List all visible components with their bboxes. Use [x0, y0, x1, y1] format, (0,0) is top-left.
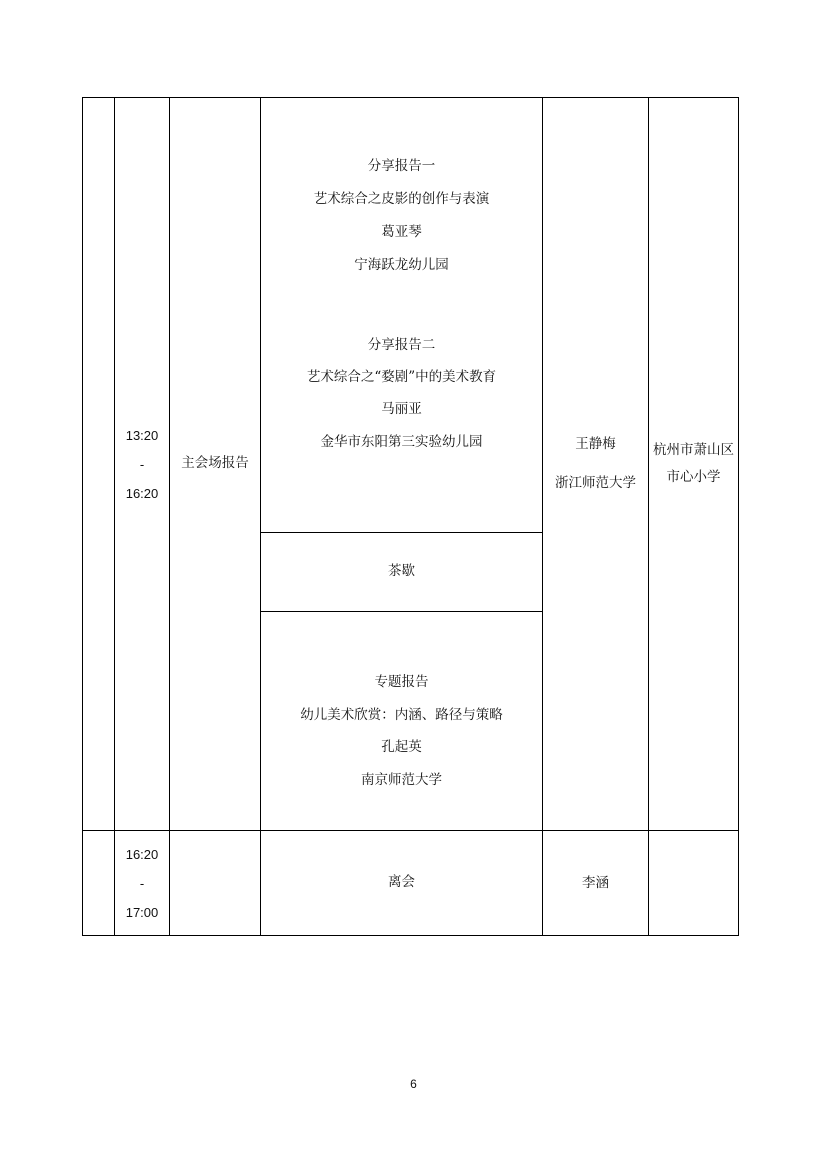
time-start: 16:20 [125, 846, 159, 862]
column-divider [82, 97, 83, 936]
keynote-title: 专题报告 [374, 674, 429, 690]
time-start: 13:20 [125, 427, 159, 443]
talk-org: 金华市东阳第三实验幼儿园 [320, 434, 483, 450]
session-label: 主会场报告 [181, 455, 249, 472]
keynote-topic: 幼儿美术欣赏：内涵、路径与策略 [300, 707, 503, 723]
activity-label: 离会 [388, 874, 415, 891]
break-cell [261, 533, 542, 611]
break-label: 茶歇 [388, 563, 415, 580]
table-border-right [738, 97, 739, 936]
keynote-org: 南京师范大学 [361, 772, 442, 788]
page-number: 6 [410, 1077, 417, 1091]
table-border-bottom [82, 935, 739, 936]
host-name: 王静梅 [575, 435, 616, 452]
host-name: 李涵 [582, 875, 609, 891]
host-org: 浙江师范大学 [555, 475, 636, 491]
talk-org: 宁海跃龙幼儿园 [354, 257, 449, 273]
host-cell [543, 831, 648, 935]
talk-title: 分享报告一 [367, 158, 436, 174]
venue-line: 杭州市萧山区 [653, 442, 734, 458]
keynote-cell [261, 612, 542, 830]
venue-cell [649, 98, 738, 830]
venue-line: 市心小学 [666, 468, 721, 485]
talk-topic: 艺术综合之“婺剧”中的美术教育 [306, 369, 497, 385]
talk-title: 分享报告二 [367, 337, 436, 353]
talk-topic: 艺术综合之皮影的创作与表演 [313, 191, 490, 207]
time-separator: - [139, 456, 145, 472]
time-end: 16:20 [125, 485, 159, 501]
time-separator: - [139, 875, 145, 891]
talk-speaker: 马丽亚 [381, 401, 422, 417]
activity-cell [261, 831, 542, 935]
session-cell [170, 98, 260, 830]
time-end: 17:00 [125, 904, 159, 920]
talks-cell [261, 98, 542, 532]
talk-speaker: 葛亚琴 [381, 224, 422, 240]
host-cell [543, 98, 648, 830]
keynote-speaker: 孔起英 [381, 739, 422, 755]
time-cell [115, 831, 169, 935]
time-cell [115, 98, 169, 830]
